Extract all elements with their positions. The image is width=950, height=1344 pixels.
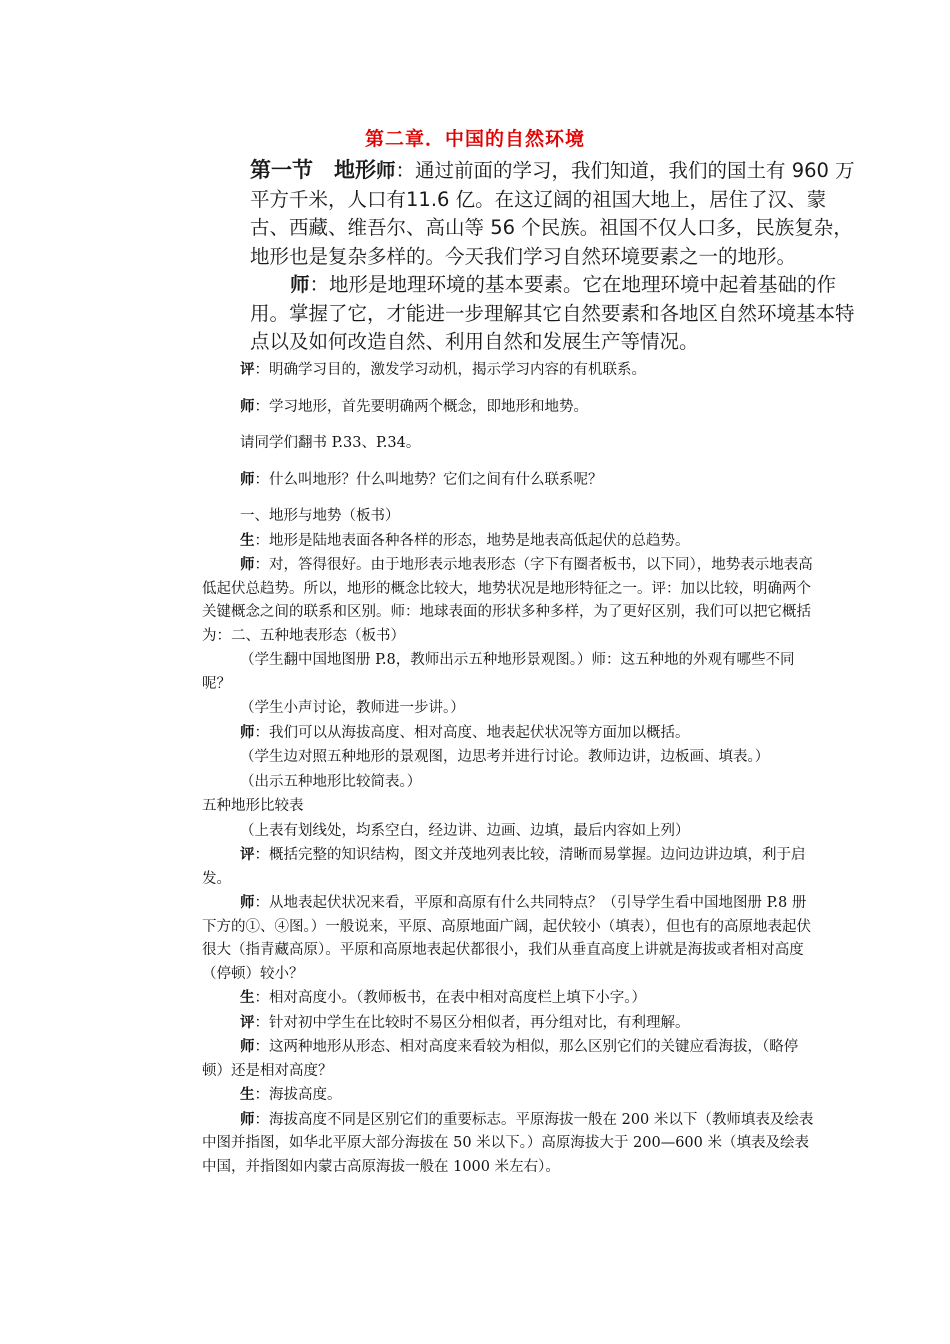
dialogue-line: [202, 395, 814, 420]
dialogue-line: [202, 1108, 814, 1180]
speaker-label: 评: [240, 846, 255, 863]
speaker-label: 生: [240, 531, 255, 549]
dialogue-line: [202, 819, 814, 844]
dialogue-line: [202, 770, 814, 795]
intro-text-1: ：通过前面的学习，我们知道，我们的国土有 960 万平方千米，人口有11.6 亿。在这辽阔的祖国大地上，居住了汉、蒙古、西藏、维吾尔、高山等 56 个民族。祖国不仅人口多，民族复杂，地形也是复杂多样的。今天我们学习自然环境要素之一的地形。: [250, 159, 855, 268]
speaker-label: 师: [240, 397, 255, 415]
line-text: ：概括完整的知识结构，图文并茂地列表比较，清晰而易掌握。边问边讲边填，利于启发。: [202, 847, 806, 887]
intro-paragraph-2: [250, 271, 862, 357]
speaker-label: 评: [240, 1013, 255, 1031]
line-text: ：地形是陆地表面各种各样的形态，地势是地表高低起伏的总趋势。: [254, 532, 690, 549]
line-text: ：学习地形，首先要明确两个概念，即地形和地势。: [254, 398, 588, 415]
intro-text-2: ：地形是地理环境的基本要素。它在地理环境中起着基础的作用。掌握了它，才能进一步理解其它自然要素和各地区自然环境基本特点以及如何改造自然、利用自然和发展生产等情况。: [250, 273, 855, 353]
line-text: ：针对初中学生在比较时不易区分相似者，再分组对比，有利理解。: [254, 1014, 690, 1031]
speaker-label: 师: [376, 159, 396, 182]
line-text: ：什么叫地形？什么叫地势？它们之间有什么联系呢？: [254, 471, 603, 488]
line-text: （上表有划线处，均系空白，经边讲、边画、边填，最后内容如上列）: [240, 822, 690, 839]
dialogue-line: [202, 431, 814, 456]
speaker-label: 师: [290, 273, 310, 296]
line-text: （出示五种地形比较简表。）: [240, 773, 422, 790]
dialogue-line: [202, 648, 814, 696]
speaker-label: 生: [240, 1086, 255, 1103]
dialogue-line: [202, 721, 814, 746]
chapter-title: 第二章．中国的自然环境: [364, 128, 585, 150]
lesson-body: [202, 346, 814, 1179]
dialogue-line: [202, 745, 814, 770]
speaker-label: 师: [240, 723, 255, 741]
speaker-label: 师: [240, 894, 255, 911]
line-text: 一、地形与地势（板书）: [240, 508, 400, 524]
line-text: （学生小声讨论，教师进一步讲。）: [240, 700, 465, 716]
line-text: ：从地表起伏状况来看，平原和高原有什么共同特点？（引导学生看中国地图册 P.8 册下方的①、④图。）一般说来，平原、高原地面广阔，起伏较小（填表），但也有的高原地表起伏很大（指青藏高原）。平原和高原地表起伏都很小，我们从垂直高度上讲就是海拔或者相对高度（停顿）较小？: [202, 895, 811, 982]
line-text: （学生边对照五种地形的景观图，边思考并进行讨论。教师边讲，边板画、填表。）: [240, 749, 770, 765]
speaker-label: 师: [240, 1038, 255, 1055]
line-text: ：相对高度小。（教师板书，在表中相对高度栏上填下小字。）: [254, 990, 646, 1006]
speaker-label: 师: [240, 470, 255, 488]
speaker-label: 师: [240, 556, 255, 573]
dialogue-line: [202, 1083, 814, 1108]
dialogue-line: [202, 504, 814, 529]
dialogue-line: [202, 843, 814, 891]
line-text: ：我们可以从海拔高度、相对高度、地表起伏状况等方面加以概括。: [254, 724, 690, 741]
line-text: ：海拔高度。: [254, 1087, 342, 1103]
dialogue-line: [202, 529, 814, 554]
line-text: ：明确学习目的，激发学习动机，揭示学习内容的有机联系。: [254, 362, 646, 378]
dialogue-line: [202, 1011, 814, 1036]
speaker-label: 师: [240, 1110, 255, 1128]
intro-paragraph-1: [250, 156, 862, 271]
dialogue-line: [202, 696, 814, 721]
dialogue-line: [202, 986, 814, 1011]
speaker-label: 评: [240, 361, 255, 378]
intro-block: [250, 156, 862, 357]
line-text: ：海拔高度不同是区别它们的重要标志。平原海拔一般在 200 米以下（教师填表及绘表中图并指图，如华北平原大部分海拔在 50 米以下。）高原海拔大于 200—600 米（填表及绘表中国，并指图如内蒙古高原海拔一般在 1000 米左右）。: [202, 1111, 814, 1175]
dialogue-line: [202, 553, 814, 648]
speaker-label: 生: [240, 989, 255, 1006]
dialogue-line: [202, 358, 814, 383]
line-text: ：这两种地形从形态、相对高度来看较为相似，那么区别它们的关键应看海拔，（略停顿）还是相对高度？: [202, 1039, 799, 1079]
line-text: 五种地形比较表: [202, 798, 304, 814]
section-heading: 第一节 地形: [250, 158, 376, 182]
table-caption: [202, 794, 814, 819]
line-text: （学生翻中国地图册 P.8，教师出示五种地形景观图。）师：这五种地的外观有哪些不同呢？: [202, 652, 795, 692]
dialogue-line: [202, 468, 814, 493]
dialogue-line: [202, 891, 814, 986]
line-text: 请同学们翻书 P.33、P.34。: [240, 435, 421, 451]
dialogue-line: [202, 1035, 814, 1083]
line-text: ：对，答得很好。由于地形表示地表形态（字下有圈者板书，以下同），地势表示地表高低起伏总趋势。所以，地形的概念比较大，地势状况是地形特征之一。评：加以比较，明确两个关键概念之间的联系和区别。师：地球表面的形状多种多样，为了更好区别，我们可以把它概括为：二、五种地表形态（板书）: [202, 557, 813, 644]
